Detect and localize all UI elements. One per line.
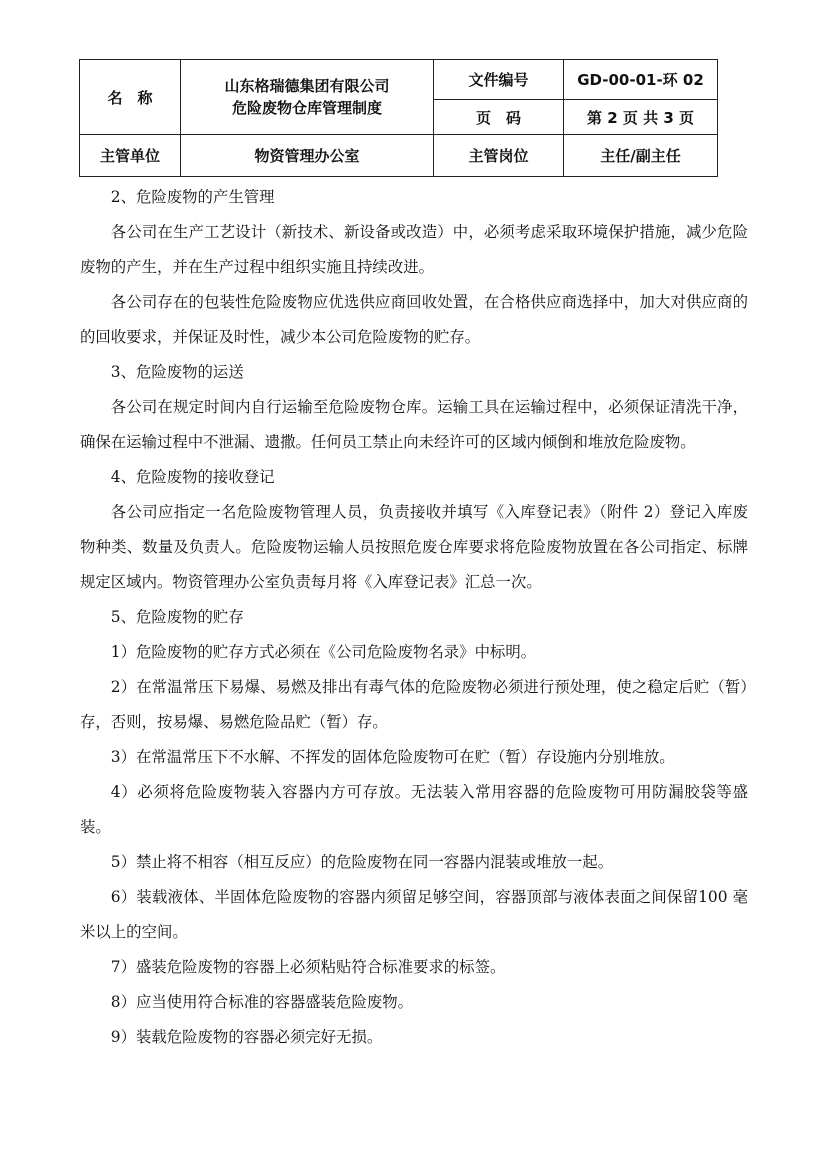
section-heading: 3、危险废物的运送 — [110, 363, 244, 381]
paragraph: 6）装载液体、半固体危险废物的容器内须留足够空间，容器顶部与液体表面之间保留100 毫米以上的空间。 — [80, 888, 748, 941]
file-no-label: 文件编号 — [434, 60, 564, 100]
file-no-value: GD-00-01-环 02 — [564, 60, 718, 100]
document-title-line1: 山东格瑞德集团有限公司 — [224, 77, 390, 95]
paragraph: 9）装载危险废物的容器必须完好无损。 — [110, 1028, 383, 1046]
document-header-table — [79, 59, 718, 177]
paragraph: 8）应当使用符合标准的容器盛装危险废物。 — [110, 993, 414, 1011]
dept-value: 物资管理办公室 — [181, 135, 434, 177]
section-heading: 2、危险废物的产生管理 — [110, 188, 275, 206]
document-title-line2: 危险废物仓库管理制度 — [231, 99, 382, 117]
page-value: 第 2 页 共 3 页 — [564, 100, 718, 135]
paragraph: 各公司在规定时间内自行运输至危险废物仓库。运输工具在运输过程中，必须保证清洗干净，确保在运输过程中不泄漏、遗撒。任何员工禁止向未经许可的区域内倾倒和堆放危险废物。 — [80, 398, 748, 451]
paragraph: 5）禁止将不相容（相互反应）的危险废物在同一容器内混装或堆放一起。 — [110, 853, 614, 871]
section-heading: 4、危险废物的接收登记 — [110, 468, 275, 486]
paragraph: 各公司应指定一名危险废物管理人员，负责接收并填写《入库登记表》（附件 2）登记入库废物种类、数量及负责人。危险废物运输人员按照危废仓库要求将危险废物放置在各公司指定、标牌规定区域内。物资管理办公室负责每月将《入库登记表》汇总一次。 — [80, 503, 748, 591]
paragraph: 2）在常温常压下易爆、易燃及排出有毒气体的危险废物必须进行预处理，使之稳定后贮（暂）存，否则，按易爆、易燃危险品贮（暂）存。 — [80, 678, 748, 731]
paragraph: 4）必须将危险废物装入容器内方可存放。无法装入常用容器的危险废物可用防漏胶袋等盛装。 — [80, 783, 748, 836]
section-heading: 5、危险废物的贮存 — [110, 608, 244, 626]
post-value: 主任/副主任 — [564, 135, 718, 177]
paragraph: 3）在常温常压下不水解、不挥发的固体危险废物可在贮（暂）存设施内分别堆放。 — [110, 748, 675, 766]
paragraph: 各公司在生产工艺设计（新技术、新设备或改造）中，必须考虑采取环境保护措施，减少危险废物的产生，并在生产过程中组织实施且持续改进。 — [80, 223, 748, 276]
page-label: 页 码 — [434, 100, 564, 135]
document-title — [181, 60, 434, 135]
document-body — [80, 180, 748, 1055]
paragraph: 7）盛装危险废物的容器上必须粘贴符合标准要求的标签。 — [110, 958, 506, 976]
name-label: 名 称 — [80, 60, 181, 135]
post-label: 主管岗位 — [434, 135, 564, 177]
dept-label: 主管单位 — [80, 135, 181, 177]
paragraph: 1）危险废物的贮存方式必须在《公司危险废物名录》中标明。 — [110, 643, 537, 661]
paragraph: 各公司存在的包装性危险废物应优选供应商回收处置，在合格供应商选择中，加大对供应商的的回收要求，并保证及时性，减少本公司危险废物的贮存。 — [80, 293, 748, 346]
